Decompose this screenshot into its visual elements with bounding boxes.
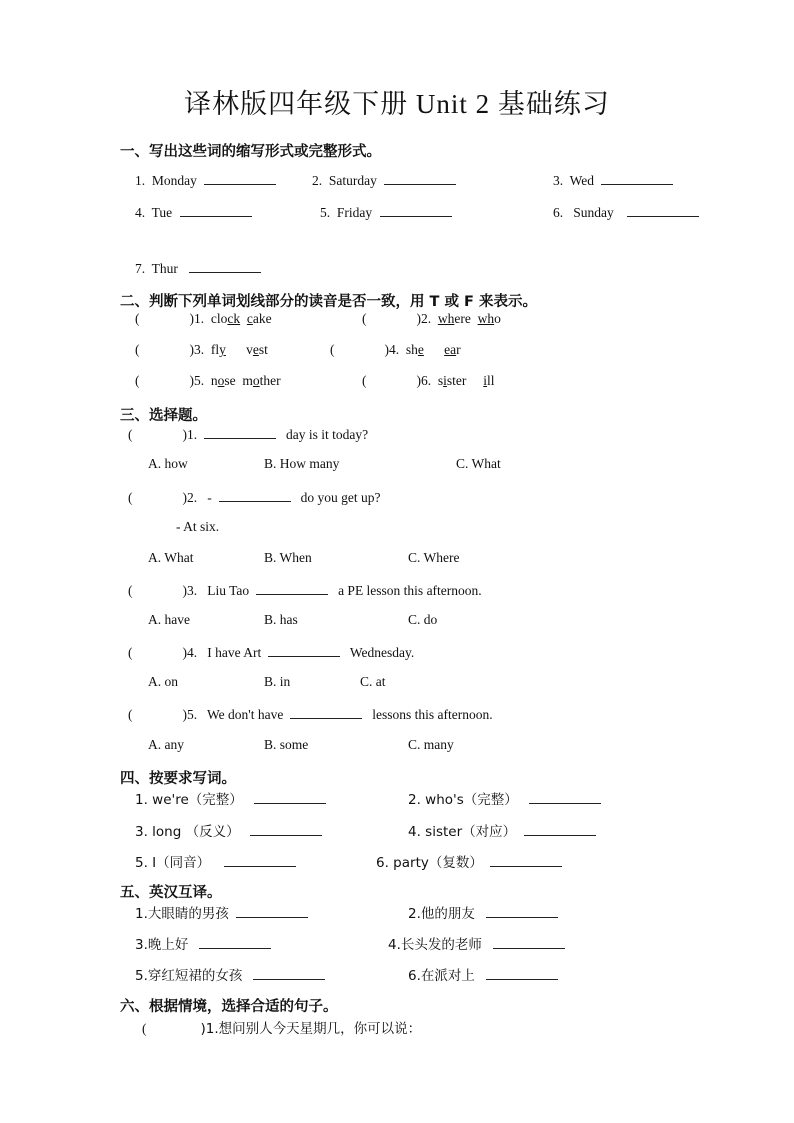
answer-blank[interactable]	[224, 853, 296, 867]
s5-item-5: 5.穿红短裙的女孩	[135, 964, 325, 984]
section-3-heading: 三、选择题。	[120, 408, 207, 424]
s5-item-6: 6.在派对上	[408, 964, 558, 984]
answer-blank[interactable]	[256, 581, 328, 595]
answer-blank[interactable]	[268, 643, 340, 657]
s3-q2: ( )2. - do you get up?	[128, 490, 381, 505]
s3-q3: ( )3. Liu Tao a PE lesson this afternoon.	[128, 583, 482, 598]
s3-q5-option-c[interactable]: C. many	[408, 737, 454, 752]
answer-blank[interactable]	[204, 171, 276, 185]
s3-q3-option-b[interactable]: B. has	[264, 612, 298, 627]
s5-item-3: 3.晚上好	[135, 933, 271, 953]
s2-item-1: ( )1. clock cake	[135, 311, 272, 326]
s2-item-6: ( )6. sister ill	[362, 373, 495, 388]
section-6-heading: 六、根据情境，选择合适的句子。	[120, 999, 338, 1015]
answer-blank[interactable]	[493, 935, 565, 949]
s1-item-1: 1. Monday	[135, 171, 276, 189]
s1-item-6: 6. Sunday	[553, 203, 699, 221]
answer-blank[interactable]	[250, 822, 322, 836]
s3-q4-option-a[interactable]: A. on	[148, 674, 178, 689]
answer-blank[interactable]	[189, 259, 261, 273]
s3-q4: ( )4. I have Art Wednesday.	[128, 645, 415, 660]
answer-blank[interactable]	[219, 488, 291, 502]
answer-blank[interactable]	[601, 171, 673, 185]
section-1-heading: 一、写出这些词的缩写形式或完整形式。	[120, 144, 381, 160]
s5-item-1: 1.大眼睛的男孩	[135, 902, 308, 922]
s3-q1-option-a[interactable]: A. how	[148, 456, 188, 471]
s3-q2-answer-line: - At six.	[176, 519, 220, 534]
s2-item-3: ( )3. fly vest	[135, 342, 268, 357]
s3-q5: ( )5. We don't have lessons this afternoon.	[128, 707, 493, 722]
s4-item-1: 1. we're（完整）	[135, 788, 326, 808]
s3-q5-option-a[interactable]: A. any	[148, 737, 184, 752]
s3-q2-option-b[interactable]: B. When	[264, 550, 312, 565]
s4-item-2: 2. who's（完整）	[408, 788, 601, 808]
s2-item-2: ( )2. where who	[362, 311, 501, 326]
answer-blank[interactable]	[524, 822, 596, 836]
s5-item-4: 4.长头发的老师	[388, 933, 565, 953]
s6-q1: ( )1.想问别人今天星期几，你可以说：	[142, 1021, 422, 1037]
answer-blank[interactable]	[199, 935, 271, 949]
answer-blank[interactable]	[627, 203, 699, 217]
s3-q1-option-b[interactable]: B. How many	[264, 456, 340, 471]
answer-blank[interactable]	[290, 705, 362, 719]
page-title: 译林版四年级下册 Unit 2 基础练习	[184, 89, 610, 119]
s3-q2-option-a[interactable]: A. What	[148, 550, 194, 565]
answer-blank[interactable]	[490, 853, 562, 867]
s4-item-4: 4. sister（对应）	[408, 820, 596, 840]
s4-item-6: 6. party（复数）	[376, 851, 562, 871]
answer-blank[interactable]	[380, 203, 452, 217]
answer-blank[interactable]	[529, 790, 601, 804]
s3-q5-option-b[interactable]: B. some	[264, 737, 309, 752]
section-2-heading: 二、判断下列单词划线部分的读音是否一致，用 T 或 F 来表示。	[120, 294, 537, 310]
s1-item-4: 4. Tue	[135, 203, 252, 221]
section-4-heading: 四、按要求写词。	[120, 771, 236, 787]
s1-item-5: 5. Friday	[320, 203, 452, 221]
answer-blank[interactable]	[384, 171, 456, 185]
s3-q1: ( )1. day is it today?	[128, 427, 369, 442]
s3-q1-option-c[interactable]: C. What	[456, 456, 501, 471]
s1-item-7: 7. Thur	[135, 259, 261, 277]
s5-item-2: 2.他的朋友	[408, 902, 558, 922]
s2-item-4: ( )4. she ear	[330, 342, 461, 357]
s3-q4-option-c[interactable]: C. at	[360, 674, 386, 689]
s4-item-3: 3. long （反义）	[135, 820, 322, 840]
answer-blank[interactable]	[486, 966, 558, 980]
answer-blank[interactable]	[180, 203, 252, 217]
answer-blank[interactable]	[253, 966, 325, 980]
s2-item-5: ( )5. nose mother	[135, 373, 281, 388]
s1-item-3: 3. Wed	[553, 171, 673, 189]
s4-item-5: 5. I（同音）	[135, 851, 296, 871]
s3-q2-option-c[interactable]: C. Where	[408, 550, 460, 565]
s3-q3-option-a[interactable]: A. have	[148, 612, 190, 627]
answer-blank[interactable]	[486, 904, 558, 918]
answer-blank[interactable]	[254, 790, 326, 804]
answer-blank[interactable]	[236, 904, 308, 918]
s1-item-2: 2. Saturday	[312, 171, 456, 189]
answer-blank[interactable]	[204, 425, 276, 439]
s3-q3-option-c[interactable]: C. do	[408, 612, 438, 627]
s3-q4-option-b[interactable]: B. in	[264, 674, 291, 689]
section-5-heading: 五、英汉互译。	[120, 885, 222, 901]
